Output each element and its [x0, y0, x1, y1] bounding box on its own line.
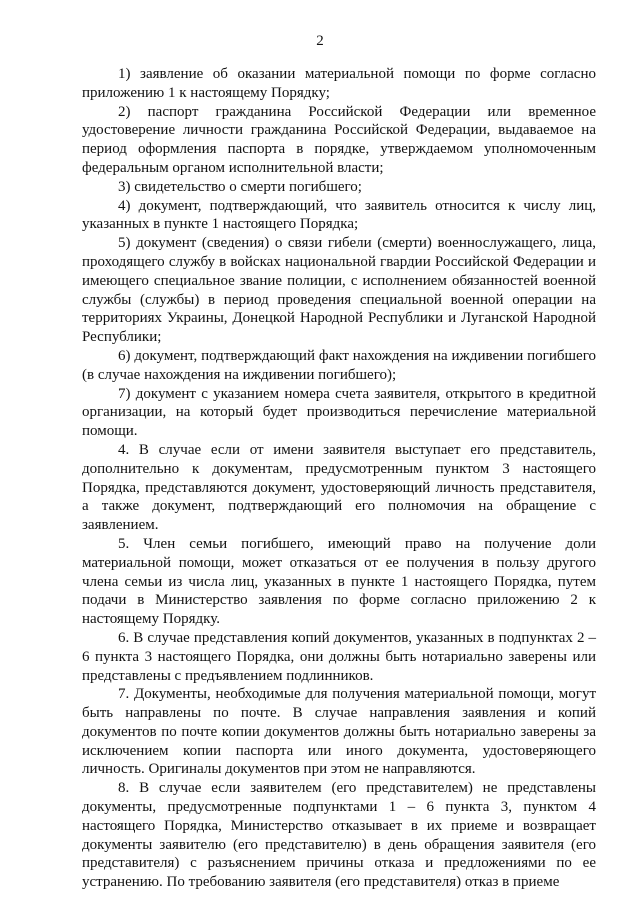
list-item-dependency-document: 6) документ, подтверждающий факт нахождения на иждивении погибшего (в случае нахождения на иждивении погибшего);	[82, 347, 596, 383]
paragraph-6-copies: 6. В случае представления копий документов, указанных в подпунктах 2 – 6 пункта 3 настоящего Порядка, они должны быть нотариально заверены или представлены с предъявлением подлинников.	[82, 629, 596, 684]
list-item-death-connection-document: 5) документ (сведения) о связи гибели (смерти) военнослужащего, лица, проходящего службу в войсках национальной гвардии Российской Федерации и имеющего специальное звание полиции, с исполнением обязанностей военной службы (службы) в период проведения специальной военной операции на территориях Украины, Донецкой Народной Республики и Луганской Народной Республики;	[82, 235, 596, 346]
paragraph-7-mail: 7. Документы, необходимые для получения материальной помощи, могут быть направлены по почте. В случае направления заявления и копий документов по почте копии документов должны быть нотариально заверены за исключением копии паспорта или иного документа, удостоверяющего личность. Оригиналы документов при этом не направляются.	[82, 686, 596, 778]
list-item-application: 1) заявление об оказании материальной помощи по форме согласно приложению 1 к настоящему Порядку;	[82, 66, 596, 101]
list-item-passport: 2) паспорт гражданина Российской Федерации или временное удостоверение личности гражданина Российской Федерации, выдаваемое на период оформления паспорта в порядке, утверждаемом уполномоченным федеральным органом исполнительной власти;	[82, 103, 596, 176]
page-number: 2	[316, 33, 324, 49]
document-body	[82, 65, 596, 892]
paragraph-8-rejection: 8. В случае если заявителем (его представителем) не представлены документы, предусмотренные подпунктами 1 – 6 пункта 3, пунктом 4 настоящего Порядка, Министерство отказывает в их приеме и возвращает документы заявителю (его представителю) в день обращения заявителя (его представителя) с разъяснением причины отказа и предложениями по ее устранению. По требованию заявителя (его представителя) отказ в приеме	[82, 780, 596, 891]
paragraph-5-refusal: 5. Член семьи погибшего, имеющий право на получение доли материальной помощи, может отказаться от ее получения в пользу другого члена семьи из числа лиц, указанных в пункте 1 настоящего Порядка, путем подачи в Министерство заявления по форме согласно приложению 2 к настоящему Порядку.	[82, 535, 596, 628]
paragraph-4-representative: 4. В случае если от имени заявителя выступает его представитель, дополнительно к документам, предусмотренным пунктом 3 настоящего Порядка, представляются документ, удостоверяющий личность представителя, а также документ, подтверждающий его полномочия на обращение с заявлением.	[82, 441, 596, 534]
list-item-death-certificate: 3) свидетельство о смерти погибшего;	[118, 178, 362, 195]
list-item-bank-account-document: 7) документ с указанием номера счета заявителя, открытого в кредитной организации, на который будет производиться перечисление материальной помощи.	[82, 385, 596, 440]
list-item-eligibility-document: 4) документ, подтверждающий, что заявитель относится к числу лиц, указанных в пункте 1 настоящего Порядка;	[82, 197, 596, 233]
